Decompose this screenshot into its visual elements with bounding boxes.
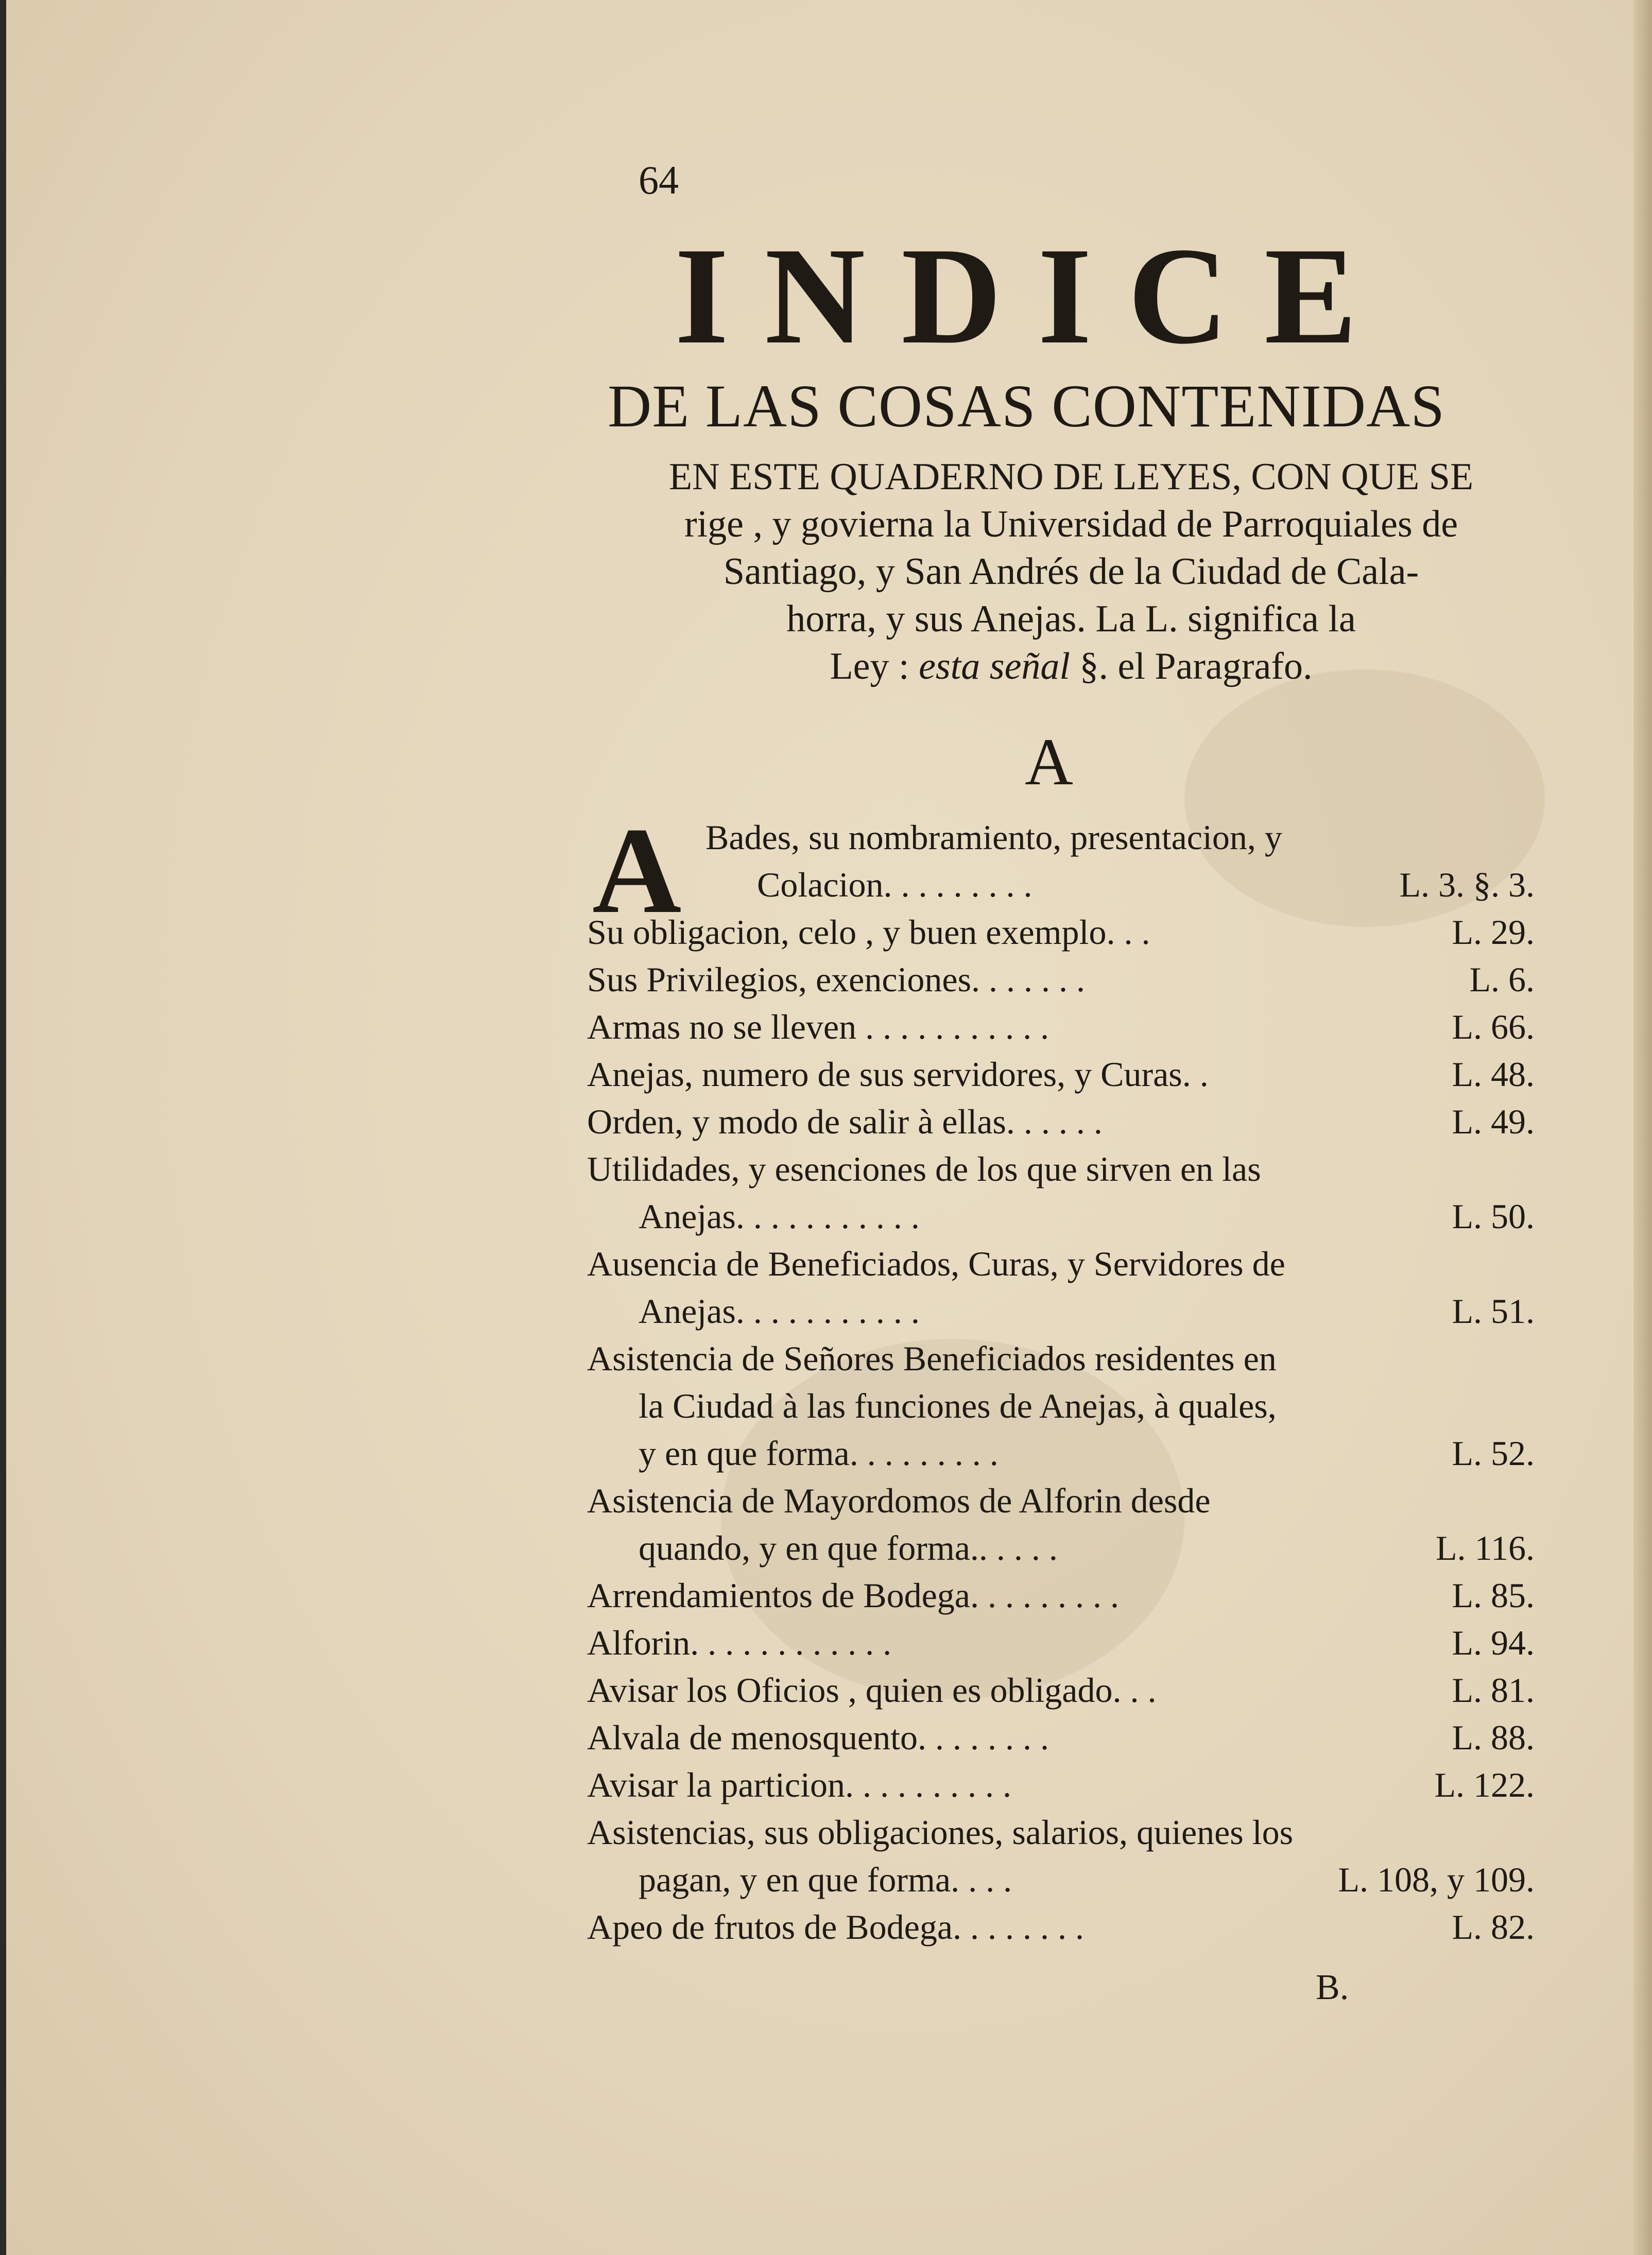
index-entry xyxy=(587,1477,1535,1572)
entry-text-line: Arrendamientos de Bodega. . . . . . . . . xyxy=(587,1576,1119,1615)
entry-text-line: Asistencia de Mayordomos de Alforin desde xyxy=(587,1481,1211,1520)
intro-line xyxy=(603,643,1540,690)
intro-text: Ley : xyxy=(830,645,909,687)
entry-text-line: Armas no se lleven . . . . . . . . . . . xyxy=(587,1007,1049,1046)
page-number: 64 xyxy=(639,158,679,202)
entry-text-line: Colacion. . . . . . . . . xyxy=(757,865,1032,904)
intro-line: EN ESTE QUADERNO DE LEYES, CON QUE SE xyxy=(668,456,1474,498)
entry-text-line: Anejas. . . . . . . . . . . xyxy=(639,1197,920,1236)
entry-text-line: Anejas, numero de sus servidores, y Curas. . xyxy=(587,1055,1209,1094)
entry-law-reference: L. 85. xyxy=(1452,1576,1535,1615)
index-entries xyxy=(587,814,1535,1951)
intro-line: horra, y sus Anejas. La L. significa la xyxy=(786,598,1356,640)
index-entry xyxy=(587,908,1535,956)
page-left-edge xyxy=(0,0,6,2255)
entry-law-reference: L. 66. xyxy=(1452,1007,1535,1046)
entry-law-reference: L. 51. xyxy=(1452,1292,1535,1331)
index-entry xyxy=(587,1619,1535,1666)
entry-text-line: quando, y en que forma.. . . . . xyxy=(639,1528,1058,1568)
entry-text-line: Utilidades, y esenciones de los que sirven en las xyxy=(587,1149,1261,1189)
entry-law-reference: L. 6. xyxy=(1469,960,1535,999)
entry-text-line: Bades, su nombramiento, presentacion, y xyxy=(705,818,1282,857)
index-entry xyxy=(587,1051,1535,1098)
entry-text-line: Avisar la particion. . . . . . . . . . xyxy=(587,1765,1012,1804)
section-letter: A xyxy=(1025,725,1073,799)
index-entry xyxy=(587,1714,1535,1761)
entry-law-reference: L. 88. xyxy=(1452,1718,1535,1757)
entry-law-reference: L. 29. xyxy=(1452,913,1535,952)
entry-law-reference: L. 49. xyxy=(1452,1102,1535,1141)
entry-law-reference: L. 108, y 109. xyxy=(1338,1860,1535,1899)
entry-law-reference: L. 81. xyxy=(1452,1671,1535,1710)
entry-text-line: Orden, y modo de salir à ellas. . . . . . xyxy=(587,1102,1103,1141)
entry-law-reference: L. 3. §. 3. xyxy=(1399,865,1535,904)
entry-law-reference: L. 82. xyxy=(1452,1907,1535,1947)
entry-law-reference: L. 116. xyxy=(1435,1528,1535,1568)
index-entry xyxy=(587,1335,1535,1477)
index-introduction xyxy=(603,453,1540,690)
index-entry xyxy=(587,1666,1535,1714)
page-right-edge xyxy=(1633,0,1652,2255)
index-entry xyxy=(587,1240,1535,1335)
entry-text-line: Alforin. . . . . . . . . . . . xyxy=(587,1623,892,1662)
entry-text-line: Anejas. . . . . . . . . . . xyxy=(639,1292,920,1331)
entry-text-line: Alvala de menosquento. . . . . . . . xyxy=(587,1718,1049,1757)
index-entry xyxy=(587,814,1535,908)
index-subtitle: DE LAS COSAS CONTENIDAS xyxy=(608,372,1445,440)
index-entry xyxy=(587,1003,1535,1051)
entry-text-line: Su obligacion, celo , y buen exemplo. . . xyxy=(587,913,1150,952)
entry-law-reference: L. 94. xyxy=(1452,1623,1535,1662)
index-entry xyxy=(587,1761,1535,1809)
index-entry xyxy=(587,956,1535,1003)
index-entry xyxy=(587,1809,1535,1903)
entry-text-line: Apeo de frutos de Bodega. . . . . . . . xyxy=(587,1907,1085,1947)
index-entry xyxy=(587,1098,1535,1145)
index-entry xyxy=(587,1572,1535,1619)
entry-law-reference: L. 50. xyxy=(1452,1197,1535,1236)
index-title: INDICE xyxy=(675,219,1393,373)
entry-law-reference: L. 52. xyxy=(1452,1434,1535,1473)
entry-text-line: Asistencias, sus obligaciones, salarios, quienes los xyxy=(587,1813,1294,1852)
intro-line: Santiago, y San Andrés de la Ciudad de Cala- xyxy=(723,550,1419,593)
intro-italic-text: esta señal xyxy=(919,645,1070,687)
index-entry xyxy=(587,1903,1535,1951)
catchword: B. xyxy=(1316,1968,1349,2007)
entry-text-line: Sus Privilegios, exenciones. . . . . . . xyxy=(587,960,1086,999)
entry-law-reference: L. 122. xyxy=(1434,1765,1535,1804)
entry-law-reference: L. 48. xyxy=(1452,1055,1535,1094)
intro-text: §. el Paragrafo. xyxy=(1079,645,1313,687)
intro-line: rige , y govierna la Universidad de Parroquiales de xyxy=(684,503,1458,545)
entry-text-line: la Ciudad à las funciones de Anejas, à quales, xyxy=(639,1386,1277,1425)
entry-text-line: Asistencia de Señores Beneficiados residentes en xyxy=(587,1339,1277,1378)
entry-text-line: pagan, y en que forma. . . . xyxy=(639,1860,1012,1899)
entry-text-line: y en que forma. . . . . . . . . xyxy=(639,1434,999,1473)
drop-cap: A xyxy=(592,802,682,939)
entry-text-line: Ausencia de Beneficiados, Curas, y Servidores de xyxy=(587,1244,1285,1283)
index-entry xyxy=(587,1145,1535,1240)
entry-text-line: Avisar los Oficios , quien es obligado. . . xyxy=(587,1671,1157,1710)
